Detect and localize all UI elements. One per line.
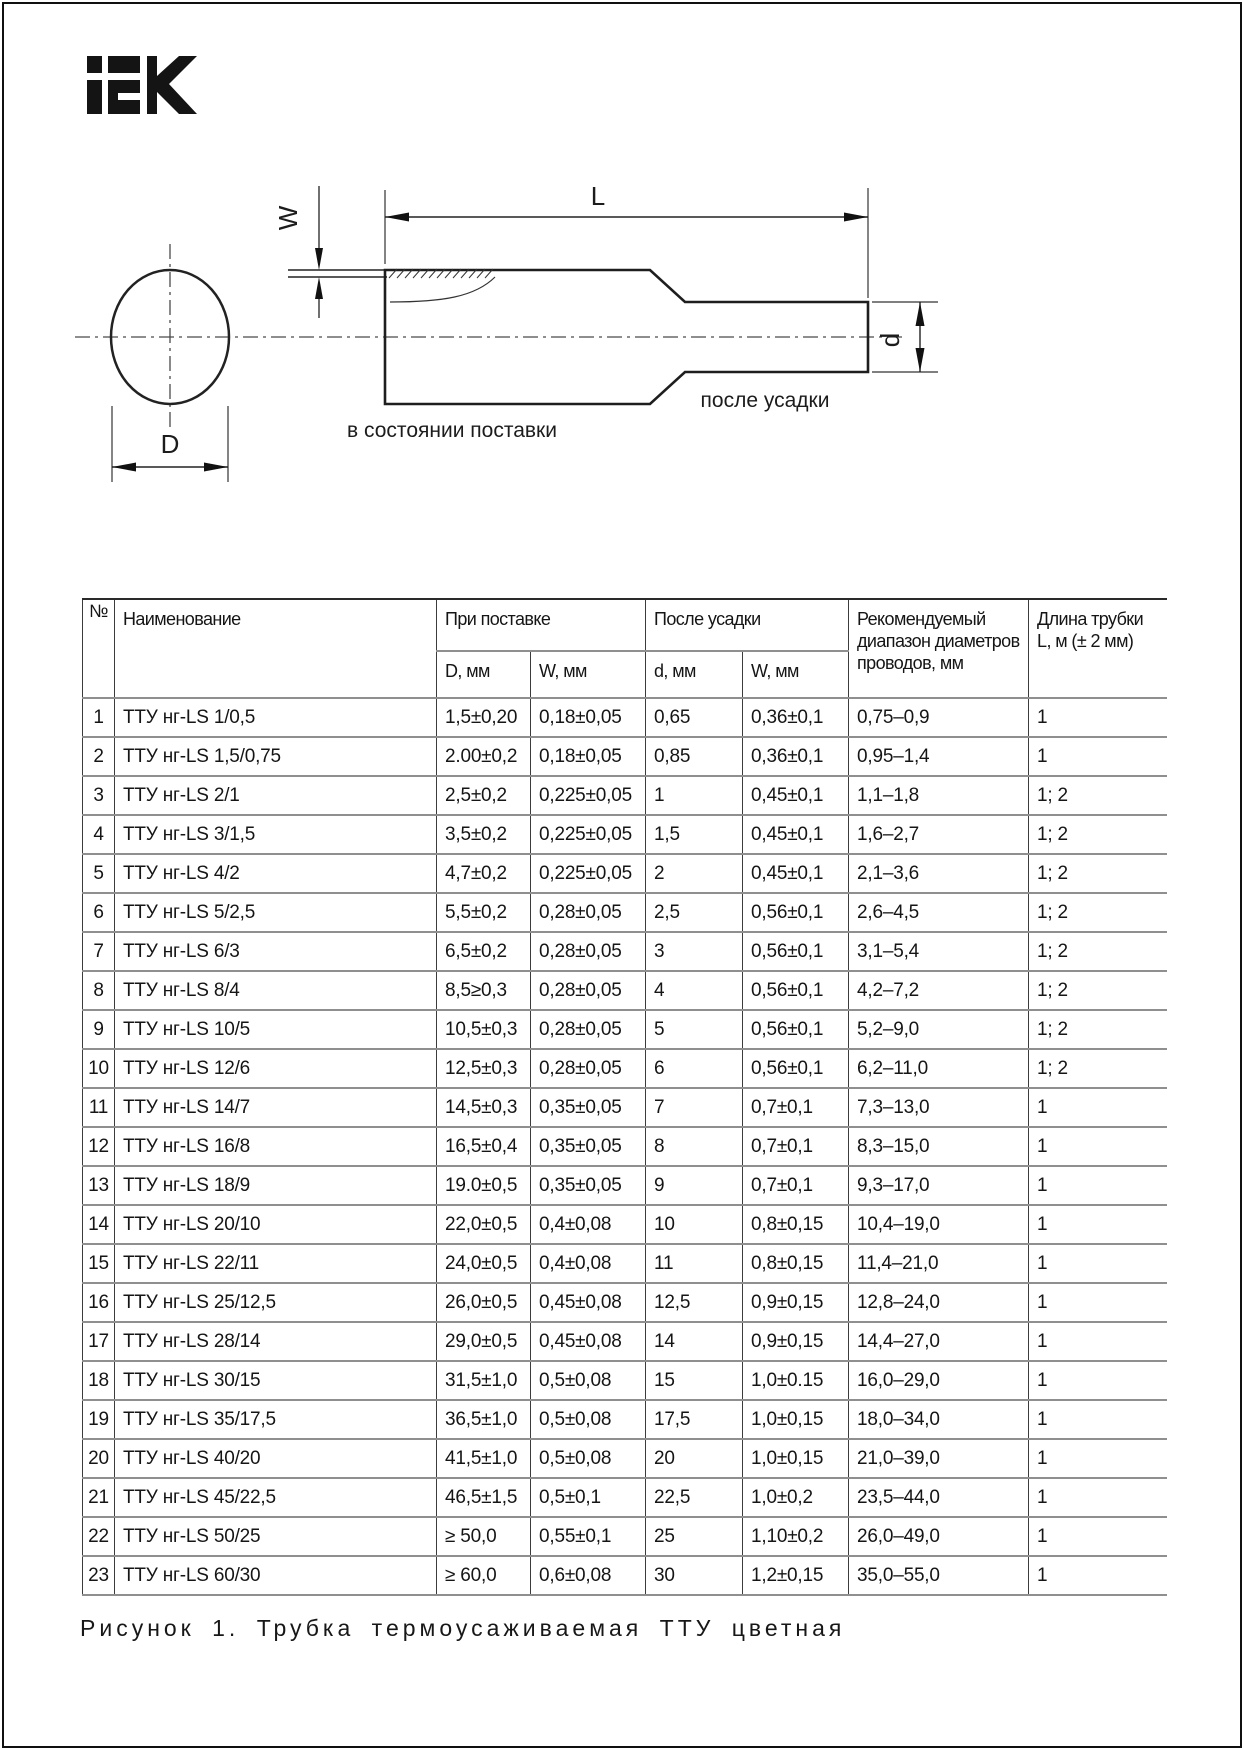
table-cell: 16,0–29,0	[849, 1361, 1029, 1400]
table-cell: 1,5±0,20	[437, 698, 531, 737]
table-cell: 1	[1029, 1166, 1167, 1205]
arrow-down-icon	[916, 348, 925, 372]
table-cell: 6	[83, 893, 115, 932]
table-row	[83, 1556, 1167, 1595]
table-cell: ≥ 50,0	[437, 1517, 531, 1556]
table-row	[83, 1517, 1167, 1556]
col-header-number: №	[83, 599, 115, 698]
table-cell: 0,28±0,05	[531, 893, 646, 932]
table-cell: 2,5±0,2	[437, 776, 531, 815]
table-cell: 1; 2	[1029, 932, 1167, 971]
table-cell: ТТУ нг-LS 30/15	[115, 1361, 437, 1400]
table-cell: ТТУ нг-LS 45/22,5	[115, 1478, 437, 1517]
table-cell: 2,1–3,6	[849, 854, 1029, 893]
table-cell: 18,0–34,0	[849, 1400, 1029, 1439]
table-row	[83, 1244, 1167, 1283]
table-cell: 6	[646, 1049, 743, 1088]
table-cell: ТТУ нг-LS 18/9	[115, 1166, 437, 1205]
table-cell: 1	[1029, 1556, 1167, 1595]
table-cell: 10,5±0,3	[437, 1010, 531, 1049]
table-cell: 0,75–0,9	[849, 698, 1029, 737]
table-cell: 17,5	[646, 1400, 743, 1439]
table-cell: 0,95–1,4	[849, 737, 1029, 776]
table-cell: 1,0±0,2	[743, 1478, 849, 1517]
table-cell: 16	[83, 1283, 115, 1322]
table-cell: 0,5±0,1	[531, 1478, 646, 1517]
table-cell: 0,4±0,08	[531, 1205, 646, 1244]
col-header-W-after: W, мм	[743, 651, 849, 698]
table-cell: 0,36±0,1	[743, 698, 849, 737]
table-row	[83, 1088, 1167, 1127]
table-cell: 0,6±0,08	[531, 1556, 646, 1595]
table-cell: 12	[83, 1127, 115, 1166]
table-cell: 24,0±0,5	[437, 1244, 531, 1283]
table-cell: 22,5	[646, 1478, 743, 1517]
col-header-name: Наименование	[115, 599, 437, 698]
table-cell: 1	[1029, 1478, 1167, 1517]
table-cell: 19.0±0,5	[437, 1166, 531, 1205]
table-row	[83, 1439, 1167, 1478]
table-cell: 4,7±0,2	[437, 854, 531, 893]
table-cell: 9	[646, 1166, 743, 1205]
table-cell: 5,5±0,2	[437, 893, 531, 932]
table-cell: 0,55±0,1	[531, 1517, 646, 1556]
table-row	[83, 1361, 1167, 1400]
table-cell: 0,7±0,1	[743, 1166, 849, 1205]
col-header-wire-range: Рекомендуемый диапазон диаметров проводов, мм	[849, 599, 1029, 698]
table-row	[83, 815, 1167, 854]
table-cell: 0,225±0,05	[531, 854, 646, 893]
table-cell: 1; 2	[1029, 971, 1167, 1010]
table-cell: 4	[83, 815, 115, 854]
arrow-right-icon	[844, 213, 868, 222]
table-cell: 11	[83, 1088, 115, 1127]
table-cell: 8,3–15,0	[849, 1127, 1029, 1166]
col-group-after-shrink: После усадки	[646, 599, 849, 651]
table-cell: 0,5±0,08	[531, 1361, 646, 1400]
wall-cut-curve	[390, 277, 495, 302]
table-cell: 0,5±0,08	[531, 1400, 646, 1439]
table-cell: 0,28±0,05	[531, 1010, 646, 1049]
table-cell: 0,7±0,1	[743, 1127, 849, 1166]
table-cell: 0,9±0,15	[743, 1283, 849, 1322]
table-cell: 15	[646, 1361, 743, 1400]
table-cell: 6,5±0,2	[437, 932, 531, 971]
table-cell: 1	[1029, 1205, 1167, 1244]
table-cell: 1	[1029, 1322, 1167, 1361]
table-cell: 3,5±0,2	[437, 815, 531, 854]
table-cell: 14,4–27,0	[849, 1322, 1029, 1361]
table-cell: 0,45±0,08	[531, 1283, 646, 1322]
col-header-tube-length: Длина трубки L, м (± 2 мм)	[1029, 599, 1167, 698]
table-cell: 1	[1029, 737, 1167, 776]
table-row	[83, 893, 1167, 932]
table-cell: 1	[1029, 1400, 1167, 1439]
caption-after-shrink: после усадки	[700, 389, 830, 412]
table-cell: 41,5±1,0	[437, 1439, 531, 1478]
dim-label-d: d	[875, 332, 905, 348]
table-cell: 0,45±0,1	[743, 776, 849, 815]
table-cell: 0,85	[646, 737, 743, 776]
table-cell: 22	[83, 1517, 115, 1556]
table-cell: 12,8–24,0	[849, 1283, 1029, 1322]
table-row	[83, 1049, 1167, 1088]
col-group-supply: При поставке	[437, 599, 646, 651]
table-row	[83, 932, 1167, 971]
table-row	[83, 854, 1167, 893]
table-row	[83, 1166, 1167, 1205]
table-cell: 1,1–1,8	[849, 776, 1029, 815]
table-cell: 13	[83, 1166, 115, 1205]
table-cell: 14,5±0,3	[437, 1088, 531, 1127]
table-cell: 8	[83, 971, 115, 1010]
table-row	[83, 1010, 1167, 1049]
caption-supplied-state: в состоянии поставки	[347, 419, 557, 442]
table-cell: 0,18±0,05	[531, 737, 646, 776]
table-cell: 0,5±0,08	[531, 1439, 646, 1478]
table-cell: 4	[646, 971, 743, 1010]
table-cell: 20	[646, 1439, 743, 1478]
table-cell: 14	[83, 1205, 115, 1244]
table-cell: 25	[646, 1517, 743, 1556]
arrow-down-icon	[315, 248, 323, 270]
table-cell: 0,9±0,15	[743, 1322, 849, 1361]
table-cell: 1; 2	[1029, 1010, 1167, 1049]
table-cell: 1,0±0.15	[743, 1361, 849, 1400]
table-cell: 0,36±0,1	[743, 737, 849, 776]
table-cell: 1,6–2,7	[849, 815, 1029, 854]
table-cell: ТТУ нг-LS 50/25	[115, 1517, 437, 1556]
table-cell: 11,4–21,0	[849, 1244, 1029, 1283]
table-cell: 2.00±0,2	[437, 737, 531, 776]
table-cell: 6,2–11,0	[849, 1049, 1029, 1088]
dim-label-L: L	[590, 181, 606, 211]
table-cell: 2	[646, 854, 743, 893]
dim-label-D: D	[160, 429, 180, 459]
table-cell: 0,225±0,05	[531, 815, 646, 854]
table-cell: ТТУ нг-LS 2/1	[115, 776, 437, 815]
table-cell: 0,45±0,08	[531, 1322, 646, 1361]
table-cell: 1	[646, 776, 743, 815]
table-row	[83, 776, 1167, 815]
table-row	[83, 971, 1167, 1010]
table-cell: 0,56±0,1	[743, 893, 849, 932]
table-cell: 2,5	[646, 893, 743, 932]
table-cell: 7	[646, 1088, 743, 1127]
table-cell: 0,4±0,08	[531, 1244, 646, 1283]
spec-table-body	[83, 698, 1167, 1595]
table-row	[83, 1283, 1167, 1322]
table-cell: 12,5	[646, 1283, 743, 1322]
table-row	[83, 1400, 1167, 1439]
table-cell: 21	[83, 1478, 115, 1517]
table-cell: 0,18±0,05	[531, 698, 646, 737]
table-cell: ТТУ нг-LS 40/20	[115, 1439, 437, 1478]
table-cell: 0,56±0,1	[743, 932, 849, 971]
dim-label-W: W	[273, 205, 303, 231]
table-cell: 1	[1029, 698, 1167, 737]
table-cell: 15	[83, 1244, 115, 1283]
table-cell: 7	[83, 932, 115, 971]
table-cell: 4,2–7,2	[849, 971, 1029, 1010]
table-cell: 1,5	[646, 815, 743, 854]
table-cell: 26,0–49,0	[849, 1517, 1029, 1556]
table-cell: 31,5±1,0	[437, 1361, 531, 1400]
table-cell: 10	[646, 1205, 743, 1244]
table-cell: 22,0±0,5	[437, 1205, 531, 1244]
table-cell: ТТУ нг-LS 1,5/0,75	[115, 737, 437, 776]
table-cell: 23	[83, 1556, 115, 1595]
col-header-D: D, мм	[437, 651, 531, 698]
table-row	[83, 1205, 1167, 1244]
table-cell: 0,45±0,1	[743, 815, 849, 854]
table-cell: ТТУ нг-LS 14/7	[115, 1088, 437, 1127]
spec-table	[82, 598, 1167, 1596]
table-cell: ТТУ нг-LS 8/4	[115, 971, 437, 1010]
arrow-up-icon	[315, 277, 323, 299]
table-cell: 0,7±0,1	[743, 1088, 849, 1127]
table-cell: 1; 2	[1029, 776, 1167, 815]
table-cell: ТТУ нг-LS 3/1,5	[115, 815, 437, 854]
table-cell: 3	[646, 932, 743, 971]
table-cell: 3	[83, 776, 115, 815]
table-cell: 0,225±0,05	[531, 776, 646, 815]
table-cell: ТТУ нг-LS 60/30	[115, 1556, 437, 1595]
table-cell: 46,5±1,5	[437, 1478, 531, 1517]
table-cell: 1; 2	[1029, 1049, 1167, 1088]
table-cell: ТТУ нг-LS 25/12,5	[115, 1283, 437, 1322]
table-cell: 1	[1029, 1283, 1167, 1322]
table-cell: 35,0–55,0	[849, 1556, 1029, 1595]
table-cell: 26,0±0,5	[437, 1283, 531, 1322]
table-cell: 5	[83, 854, 115, 893]
table-cell: 1	[83, 698, 115, 737]
table-cell: ТТУ нг-LS 12/6	[115, 1049, 437, 1088]
table-cell: ТТУ нг-LS 20/10	[115, 1205, 437, 1244]
table-cell: 0,28±0,05	[531, 1049, 646, 1088]
table-cell: 19	[83, 1400, 115, 1439]
table-cell: 20	[83, 1439, 115, 1478]
figure-caption: Рисунок 1. Трубка термоусаживаемая ТТУ цветная	[80, 1615, 846, 1641]
table-cell: 1,0±0,15	[743, 1400, 849, 1439]
table-cell: 0,56±0,1	[743, 1049, 849, 1088]
table-cell: ТТУ нг-LS 28/14	[115, 1322, 437, 1361]
table-cell: 14	[646, 1322, 743, 1361]
arrow-left-icon	[385, 213, 409, 222]
table-cell: 0,28±0,05	[531, 971, 646, 1010]
table-cell: 0,35±0,05	[531, 1088, 646, 1127]
table-cell: 1	[1029, 1244, 1167, 1283]
table-cell: 0,45±0,1	[743, 854, 849, 893]
table-cell: ТТУ нг-LS 22/11	[115, 1244, 437, 1283]
table-cell: 18	[83, 1361, 115, 1400]
table-cell: 5,2–9,0	[849, 1010, 1029, 1049]
table-cell: 0,8±0,15	[743, 1205, 849, 1244]
arrow-right-icon	[204, 463, 228, 472]
table-row	[83, 737, 1167, 776]
col-header-W-supply: W, мм	[531, 651, 646, 698]
table-cell: 5	[646, 1010, 743, 1049]
table-cell: 23,5–44,0	[849, 1478, 1029, 1517]
table-cell: 29,0±0,5	[437, 1322, 531, 1361]
table-cell: 8	[646, 1127, 743, 1166]
table-cell: 16,5±0,4	[437, 1127, 531, 1166]
table-cell: 1; 2	[1029, 815, 1167, 854]
arrow-up-icon	[916, 302, 925, 326]
table-cell: 1; 2	[1029, 854, 1167, 893]
table-cell: 2,6–4,5	[849, 893, 1029, 932]
table-cell: ТТУ нг-LS 10/5	[115, 1010, 437, 1049]
table-cell: ТТУ нг-LS 1/0,5	[115, 698, 437, 737]
table-cell: 9,3–17,0	[849, 1166, 1029, 1205]
table-cell: 1	[1029, 1088, 1167, 1127]
table-cell: ТТУ нг-LS 35/17,5	[115, 1400, 437, 1439]
table-cell: 36,5±1,0	[437, 1400, 531, 1439]
table-cell: 1,0±0,15	[743, 1439, 849, 1478]
table-cell: 1; 2	[1029, 893, 1167, 932]
tube-diagram	[0, 0, 1244, 560]
table-cell: ≥ 60,0	[437, 1556, 531, 1595]
table-cell: 8,5≥0,3	[437, 971, 531, 1010]
table-cell: ТТУ нг-LS 16/8	[115, 1127, 437, 1166]
table-cell: 30	[646, 1556, 743, 1595]
table-cell: 3,1–5,4	[849, 932, 1029, 971]
arrow-left-icon	[112, 463, 136, 472]
table-cell: 11	[646, 1244, 743, 1283]
table-cell: 0,28±0,05	[531, 932, 646, 971]
table-cell: 1	[1029, 1517, 1167, 1556]
table-cell: 0,35±0,05	[531, 1166, 646, 1205]
table-cell: 9	[83, 1010, 115, 1049]
table-row	[83, 1322, 1167, 1361]
table-cell: 1	[1029, 1361, 1167, 1400]
table-cell: 0,56±0,1	[743, 971, 849, 1010]
table-cell: 10	[83, 1049, 115, 1088]
table-cell: 0,35±0,05	[531, 1127, 646, 1166]
col-header-d-small: d, мм	[646, 651, 743, 698]
table-cell: 0,8±0,15	[743, 1244, 849, 1283]
table-cell: 17	[83, 1322, 115, 1361]
table-cell: 0,65	[646, 698, 743, 737]
table-row	[83, 1478, 1167, 1517]
table-cell: 1	[1029, 1439, 1167, 1478]
table-row	[83, 698, 1167, 737]
table-cell: 7,3–13,0	[849, 1088, 1029, 1127]
table-cell: 10,4–19,0	[849, 1205, 1029, 1244]
table-row	[83, 1127, 1167, 1166]
table-cell: 12,5±0,3	[437, 1049, 531, 1088]
table-cell: 1,10±0,2	[743, 1517, 849, 1556]
table-cell: 1,2±0,15	[743, 1556, 849, 1595]
table-cell: ТТУ нг-LS 4/2	[115, 854, 437, 893]
table-cell: ТТУ нг-LS 6/3	[115, 932, 437, 971]
table-cell: 2	[83, 737, 115, 776]
table-cell: 0,56±0,1	[743, 1010, 849, 1049]
table-cell: 1	[1029, 1127, 1167, 1166]
table-cell: ТТУ нг-LS 5/2,5	[115, 893, 437, 932]
table-cell: 21,0–39,0	[849, 1439, 1029, 1478]
